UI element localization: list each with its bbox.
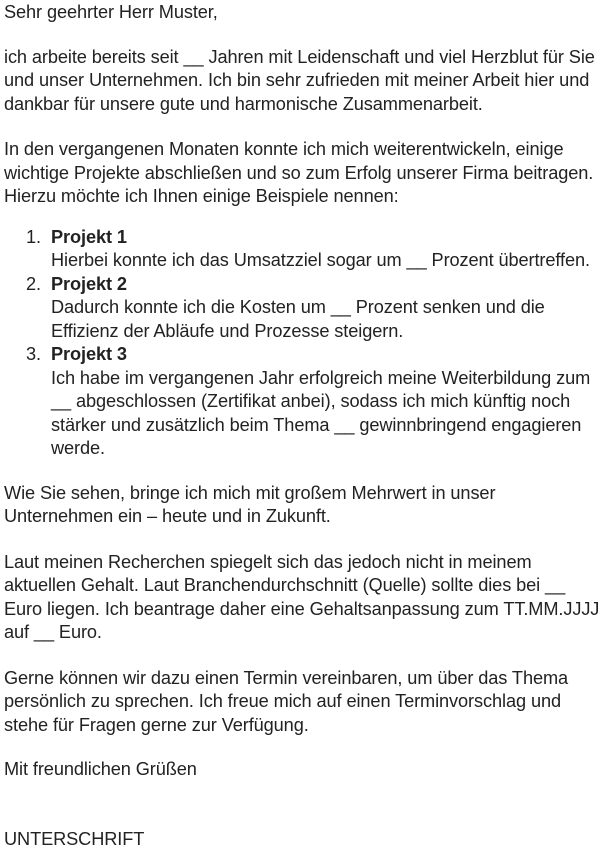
project-number: 1.	[26, 226, 41, 247]
letter-closing: Mit freundlichen Grüßen	[4, 759, 197, 779]
project-description: Dadurch konnte ich die Kosten um __ Prozent senken und die Effizienz der Abläufe und Prozesse steigern.	[51, 297, 545, 341]
project-title: Projekt 1	[51, 226, 127, 247]
project-list	[4, 226, 607, 461]
project-number: 3.	[26, 344, 41, 364]
letter-document	[4, 0, 607, 851]
project-item	[4, 343, 607, 461]
project-item	[4, 226, 607, 273]
project-description: Hierbei konnte ich das Umsatzziel sogar um __ Prozent übertreffen.	[51, 250, 590, 270]
letter-paragraph-meeting: Gerne können wir dazu einen Termin vereinbaren, um über das Thema persönlich zu sprechen. Ich freue mich auf einen Terminvorschlag und stehe für Fragen gerne zur Verfügung.	[4, 667, 569, 735]
letter-signature: UNTERSCHRIFT	[4, 828, 145, 849]
project-description: Ich habe im vergangenen Jahr erfolgreich meine Weiterbildung zum __ abgeschlossen (Zertifikat anbei), sodass ich mich künftig noch stärker und zusätzlich beim Thema __ gewinnbringend engagieren werde.	[51, 367, 591, 458]
project-title: Projekt 3	[51, 344, 127, 364]
letter-salutation: Sehr geehrter Herr Muster,	[4, 2, 218, 22]
project-item	[4, 273, 607, 344]
letter-paragraph-value: Wie Sie sehen, bringe ich mich mit großem Mehrwert in unser Unternehmen ein – heute und in Zukunft.	[4, 482, 496, 526]
project-number: 2.	[26, 273, 41, 294]
letter-paragraph-achievements: In den vergangenen Monaten konnte ich mich weiterentwickeln, einige wichtige Projekte abschließen und so zum Erfolg unserer Firma beitragen. Hierzu möchte ich Ihnen einige Beispiele nennen:	[4, 139, 594, 206]
letter-paragraph-salary-request: Laut meinen Recherchen spiegelt sich das jedoch nicht in meinem aktuellen Gehalt. Laut Branchendurchschnitt (Quelle) sollte dies bei __ Euro liegen. Ich beantrage daher eine Gehaltsanpassung zum TT.MM.JJJJ auf __ Euro.	[4, 551, 600, 642]
letter-paragraph-intro: ich arbeite bereits seit __ Jahren mit Leidenschaft und viel Herzblut für Sie und unser Unternehmen. Ich bin sehr zufrieden mit meiner Arbeit hier und dankbar für unsere gute und harmonische Zusammenarbeit.	[4, 46, 595, 114]
project-title: Projekt 2	[51, 273, 127, 294]
